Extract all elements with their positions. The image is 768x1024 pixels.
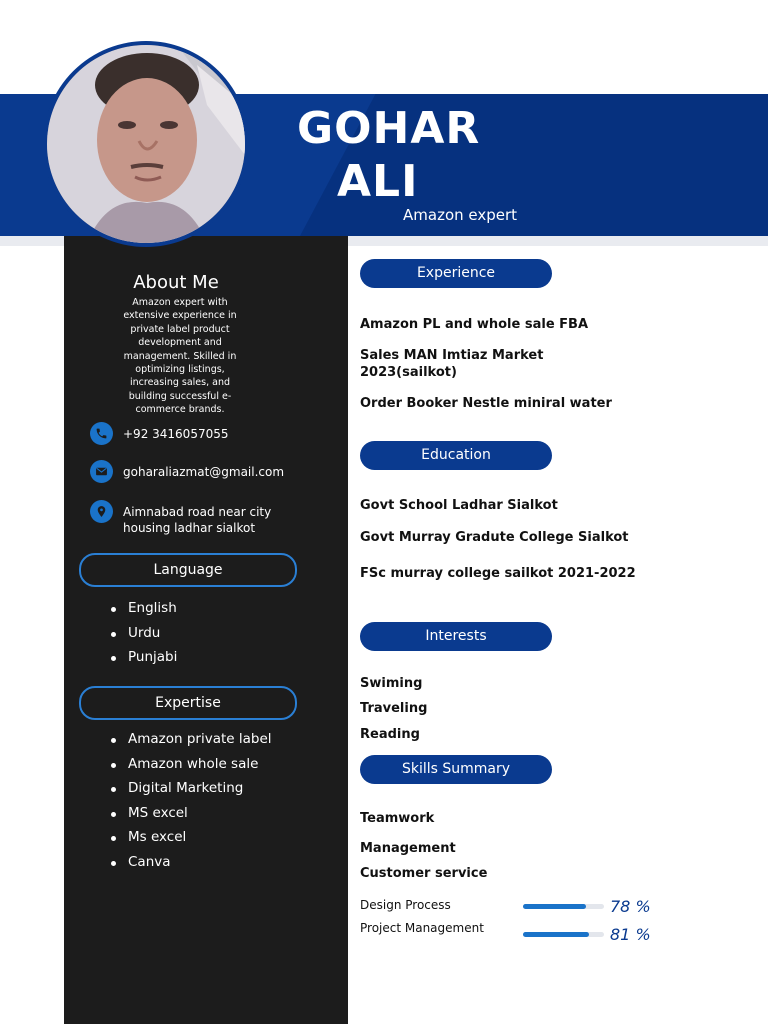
experience-item: Order Booker Nestle miniral water (360, 396, 612, 411)
interest-item: Reading (360, 727, 420, 742)
about-me-text: Amazon expert with extensive experience in private label product development and management. Skilled in optimizing listings, increasing sales, and building successful e-commerce brands. (123, 297, 237, 416)
experience-item: Sales MAN Imtiaz Market (360, 348, 544, 363)
list-item: Amazon private label (111, 731, 272, 756)
skill-bar-fill (523, 932, 589, 937)
skill-bar-label: Design Process (360, 898, 451, 912)
skill-item: Teamwork (360, 811, 435, 826)
experience-item: Amazon PL and whole sale FBA (360, 317, 589, 332)
address-line-2: housing ladhar sialkot (123, 521, 256, 535)
skill-item: Customer service (360, 866, 488, 881)
experience-heading: Experience (360, 259, 552, 288)
education-item: Govt School Ladhar Sialkot (360, 498, 558, 513)
skill-bar-track (523, 904, 604, 909)
address-line-1: Aimnabad road near city (123, 505, 272, 519)
interest-item: Traveling (360, 701, 428, 716)
list-item: Canva (111, 854, 272, 879)
language-heading: Language (79, 553, 297, 587)
first-name: GOHAR (297, 103, 481, 154)
list-item: English (111, 600, 177, 625)
list-item: Digital Marketing (111, 780, 272, 805)
skill-bar-label: Project Management (360, 921, 484, 935)
education-item: Govt Murray Gradute College Sialkot (360, 530, 629, 545)
skill-percent: 78 % (610, 897, 651, 916)
skill-bar-track (523, 932, 604, 937)
profile-photo (43, 41, 249, 247)
list-item: Amazon whole sale (111, 756, 272, 781)
skill-percent: 81 % (610, 925, 651, 944)
expertise-list (111, 731, 272, 879)
job-title: Amazon expert (403, 206, 518, 224)
interest-item: Swiming (360, 676, 423, 691)
list-item: Ms excel (111, 829, 272, 854)
skill-item: Management (360, 841, 456, 856)
list-item: MS excel (111, 805, 272, 830)
email-address: goharaliazmat@gmail.com (123, 465, 285, 479)
education-item: FSc murray college sailkot 2021-2022 (360, 566, 636, 581)
profile-portrait-image (47, 45, 245, 243)
email-icon (90, 460, 113, 483)
skills-summary-heading: Skills Summary (360, 755, 552, 784)
expertise-heading: Expertise (79, 686, 297, 720)
list-item: Punjabi (111, 649, 177, 674)
phone-number: +92 3416057055 (123, 427, 229, 441)
last-name: ALI (337, 156, 419, 207)
language-list (111, 600, 177, 674)
skill-bar-fill (523, 904, 586, 909)
education-heading: Education (360, 441, 552, 470)
about-me-heading: About Me (133, 272, 219, 293)
phone-icon (90, 422, 113, 445)
interests-heading: Interests (360, 622, 552, 651)
experience-item-date: 2023(sailkot) (360, 365, 457, 380)
location-pin-icon (90, 500, 113, 523)
list-item: Urdu (111, 625, 177, 650)
